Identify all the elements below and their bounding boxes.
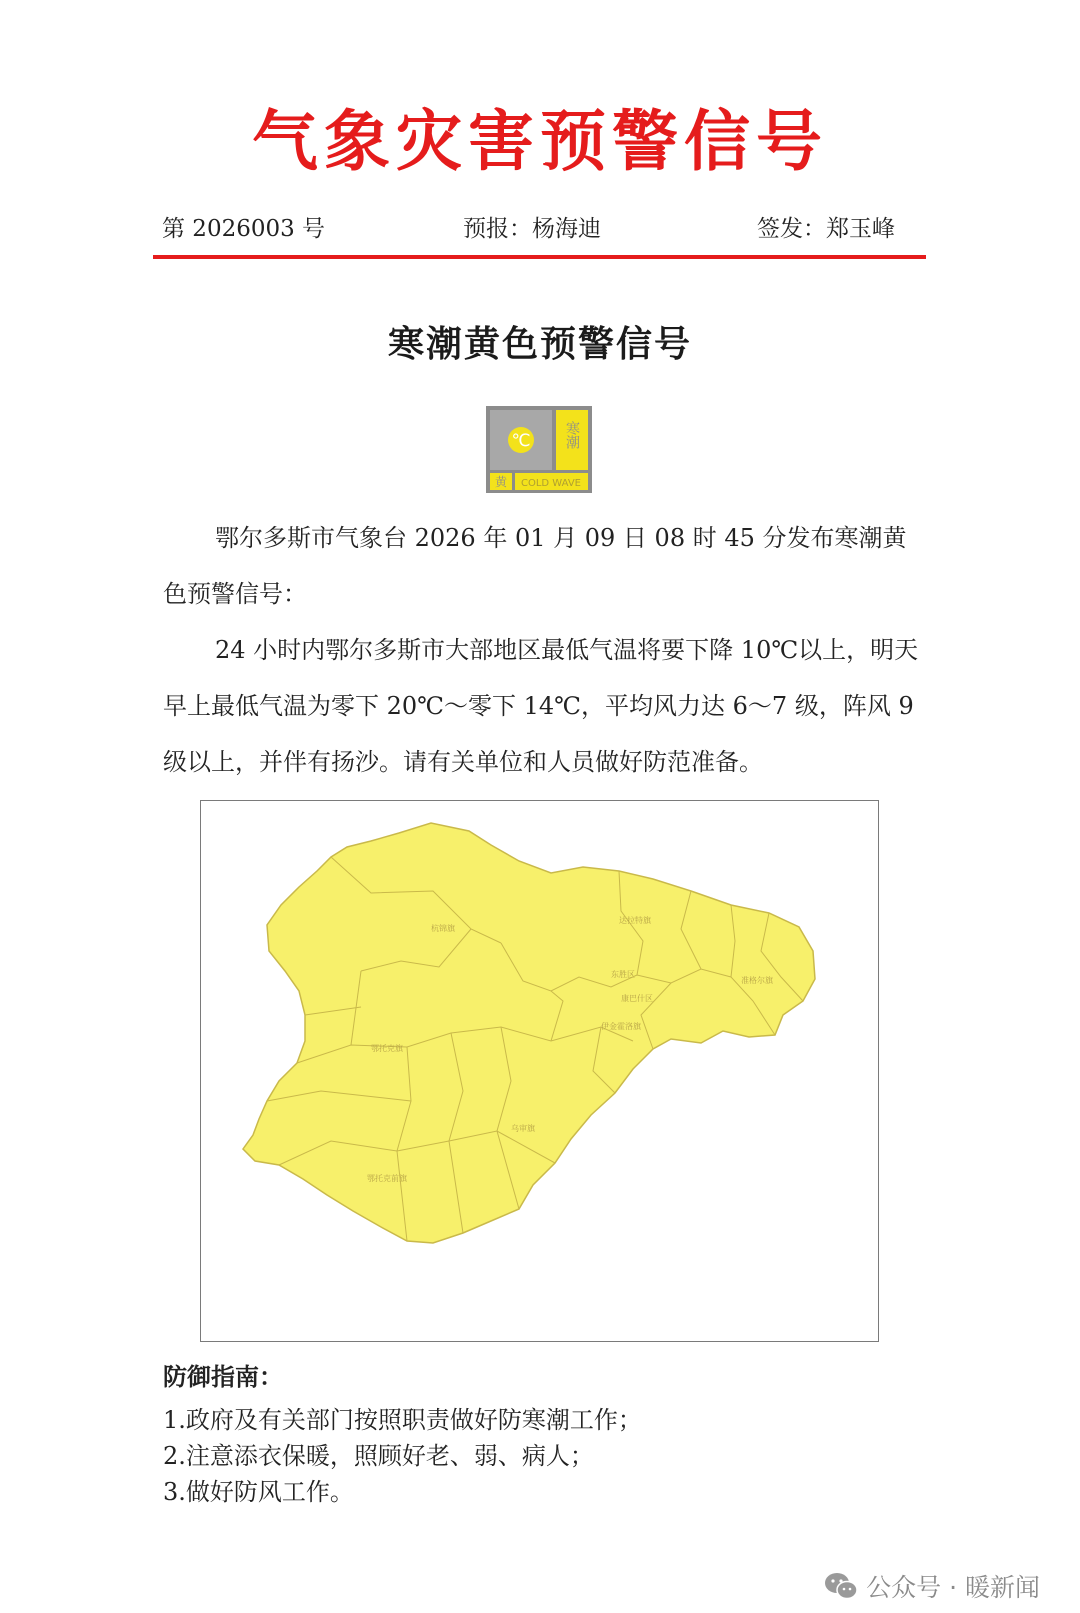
- warning-content-paragraph: 24 小时内鄂尔多斯市大部地区最低气温将要下降 10℃以上，明天早上最低气温为零下 20℃～零下 14℃，平均风力达 6～7 级，阵风 9 级以上，并伴有扬沙。请有关单位和人员做好防范准备。: [163, 636, 919, 776]
- signal-corner-text: 黄: [494, 475, 508, 489]
- signal-bottom-text: COLD WAVE: [520, 478, 582, 489]
- label-kangbashi: 康巴什区: [621, 994, 653, 1003]
- issuance-paragraph: 鄂尔多斯市气象台 2026 年 01 月 09 日 08 时 45 分发布寒潮黄色预警信号：: [163, 524, 907, 608]
- header-divider: [153, 255, 926, 259]
- guide-item: 3.做好防风工作。: [163, 1478, 354, 1506]
- region-outline: [243, 823, 815, 1243]
- label-etuoke-qian: 鄂托克前旗: [367, 1174, 407, 1183]
- signal-symbol: ℃: [511, 431, 531, 451]
- issue-number: 第 2026003 号: [162, 216, 326, 242]
- label-wushen: 乌审旗: [511, 1124, 535, 1133]
- guide-item: 2.注意添衣保暖，照顾好老、弱、病人；: [163, 1442, 594, 1470]
- guide-item: 1.政府及有关部门按照职责做好防寒潮工作；: [163, 1406, 642, 1434]
- watermark: [824, 1568, 1040, 1604]
- document-title: 气象灾害预警信号: [252, 103, 828, 180]
- label-etuoke: 鄂托克旗: [371, 1044, 403, 1053]
- warning-title: 寒潮黄色预警信号: [387, 323, 692, 365]
- label-dongsheng: 东胜区: [611, 970, 635, 979]
- signer: 签发：郑玉峰: [757, 216, 895, 242]
- cold-wave-yellow-signal-icon: [485, 405, 593, 494]
- signal-side-text: 寒潮: [564, 421, 580, 449]
- forecaster: 预报：杨海迪: [463, 216, 601, 242]
- label-zhungeer: 准格尔旗: [741, 976, 773, 985]
- label-hangjin: 杭锦旗: [431, 924, 455, 933]
- warning-area-map: [200, 800, 879, 1342]
- ordos-region-map: [201, 801, 878, 1341]
- label-dalate: 达拉特旗: [619, 916, 651, 925]
- defense-guide-list: [163, 1402, 642, 1510]
- wechat-icon: [824, 1572, 858, 1600]
- watermark-text: 公众号 · 暖新闻: [866, 1573, 1040, 1602]
- defense-guide-title: 防御指南：: [163, 1362, 283, 1391]
- label-yijinhuoluo: 伊金霍洛旗: [601, 1022, 641, 1031]
